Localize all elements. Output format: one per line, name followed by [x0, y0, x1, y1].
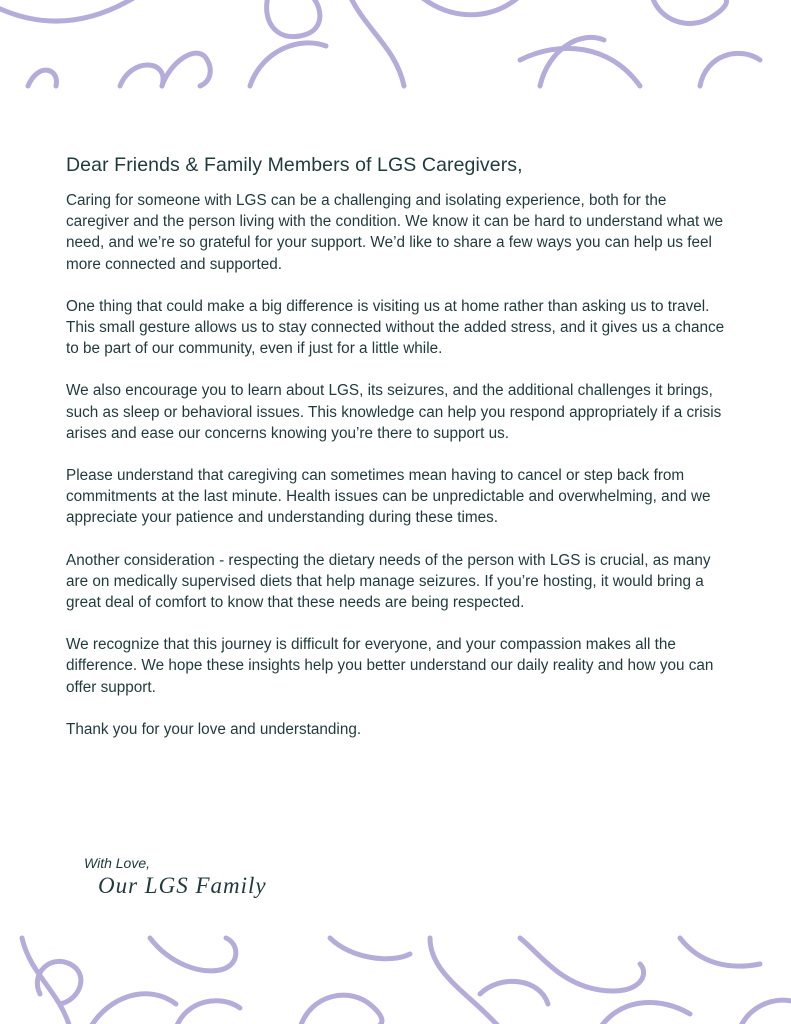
- signature: Our LGS Family: [98, 873, 267, 898]
- letter-paragraph: We recognize that this journey is difficult for everyone, and your compassion makes all the difference. We hope these insights help you better understand our daily reality and how you can offer support.: [66, 636, 714, 696]
- bottom-heart-swirl-decoration: [0, 934, 791, 1024]
- letter-paragraph: We also encourage you to learn about LGS, its seizures, and the additional challenges it brings, such as sleep or behavioral issues. This knowledge can help you respond appropriately if a crisis arises and ease our concerns knowing you’re there to support us.: [66, 382, 722, 442]
- letter-closing-line: Thank you for your love and understanding.: [66, 720, 362, 738]
- letter-greeting: Dear Friends & Family Members of LGS Caregivers,: [66, 154, 523, 176]
- letter-paragraph: Another consideration - respecting the dietary needs of the person with LGS is crucial, as many are on medically supervised diets that help manage seizures. If you’re hosting, it would bring a great deal of comfort to know that these needs are being respected.: [66, 551, 711, 612]
- letter-signoff: [84, 855, 267, 899]
- top-heart-swirl-decoration: [0, 0, 791, 100]
- letter-paragraph: One thing that could make a big difference is visiting us at home rather than asking us to travel. This small gesture allows us to stay connected without the added stress, and it gives us a chance to be part of our community, even if just for a little while.: [66, 297, 725, 358]
- letter-paragraph: Caring for someone with LGS can be a challenging and isolating experience, both for the caregiver and the person living with the condition. We know it can be hard to understand what we need, and we’re so grateful for your support. We’d like to share a few ways you can help us feel more connected and supported.: [66, 192, 724, 273]
- letter-paragraph: Please understand that caregiving can sometimes mean having to cancel or step back from commitments at the last minute. Health issues can be unpredictable and overwhelming, and we appreciate your patience and understanding during these times.: [66, 467, 711, 527]
- letter-body: [66, 154, 730, 761]
- signoff-text: With Love,: [84, 855, 151, 871]
